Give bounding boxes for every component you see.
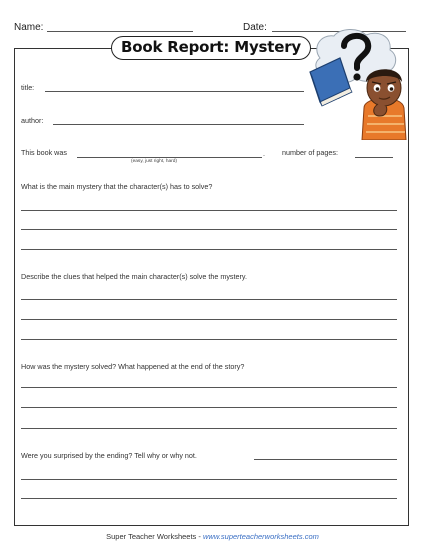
- title-label: title:: [21, 83, 35, 92]
- author-label: author:: [21, 116, 44, 125]
- difficulty-hint: (easy, just right, hard): [131, 159, 178, 164]
- question-1: What is the main mystery that the character(s) has to solve?: [21, 182, 213, 191]
- answer-line[interactable]: [21, 407, 397, 408]
- footer-separator: -: [196, 532, 203, 541]
- question-4: Were you surprised by the ending? Tell why or why not.: [21, 451, 197, 460]
- answer-line[interactable]: [21, 210, 397, 211]
- boy-icon: [362, 69, 406, 140]
- date-label: Date:: [243, 22, 267, 33]
- question-3: How was the mystery solved? What happened at the end of the story?: [21, 362, 245, 371]
- page-title: Book Report: Mystery: [111, 36, 311, 60]
- answer-line[interactable]: [21, 299, 397, 300]
- footer-brand: Super Teacher Worksheets: [106, 532, 197, 541]
- author-field[interactable]: [53, 124, 304, 125]
- answer-line[interactable]: [21, 339, 397, 340]
- answer-line[interactable]: [21, 319, 397, 320]
- answer-line[interactable]: [21, 249, 397, 250]
- difficulty-label: This book was: [21, 148, 67, 157]
- pages-label: number of pages:: [282, 148, 338, 157]
- answer-line[interactable]: [21, 387, 397, 388]
- answer-line[interactable]: [21, 428, 397, 429]
- answer-line[interactable]: [21, 498, 397, 499]
- footer-url[interactable]: www.superteacherworksheets.com: [202, 532, 319, 541]
- footer: [0, 532, 425, 541]
- difficulty-field[interactable]: [77, 157, 262, 158]
- answer-line[interactable]: [254, 459, 397, 460]
- name-label: Name:: [14, 22, 44, 33]
- answer-line[interactable]: [21, 229, 397, 230]
- question-2: Describe the clues that helped the main character(s) solve the mystery.: [21, 272, 247, 281]
- title-field[interactable]: [45, 91, 304, 92]
- thinking-boy-illustration: [306, 28, 410, 140]
- answer-line[interactable]: [21, 479, 397, 480]
- name-field[interactable]: [47, 31, 193, 32]
- pages-field[interactable]: [355, 157, 393, 158]
- difficulty-period: .: [263, 149, 265, 158]
